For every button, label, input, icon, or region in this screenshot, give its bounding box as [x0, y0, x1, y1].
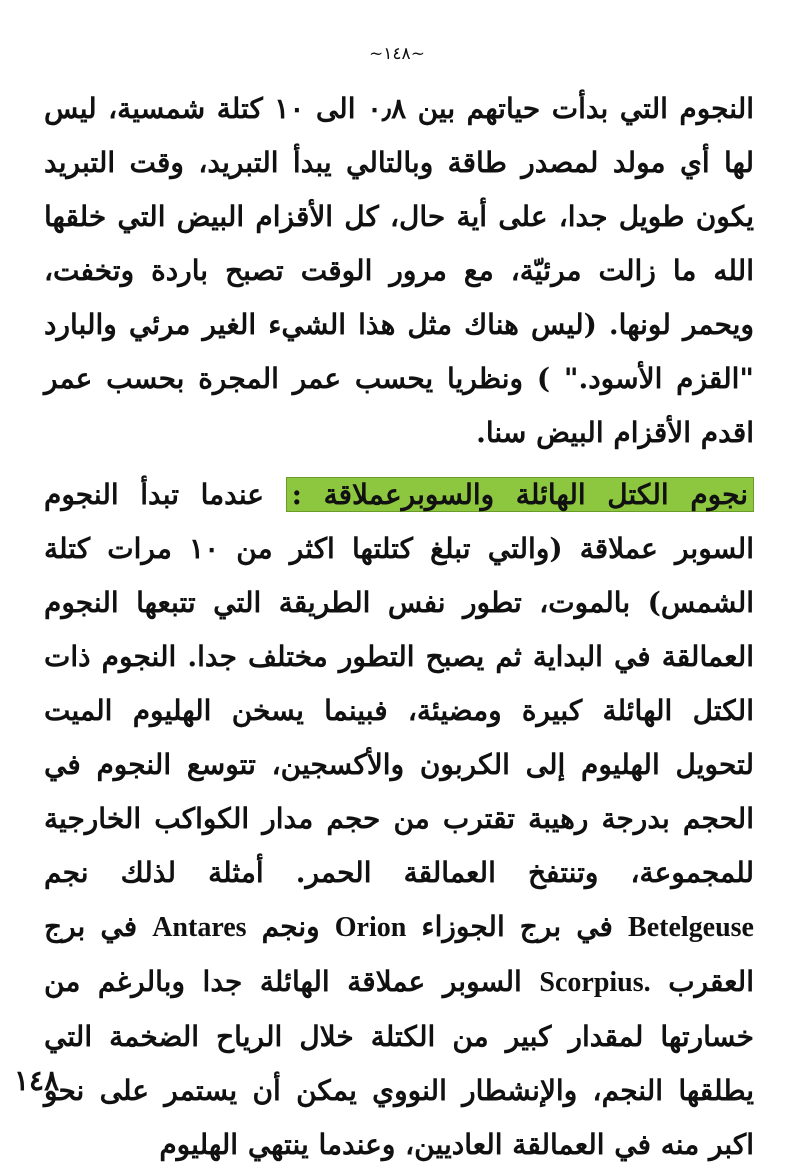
paragraph-text-part: ونجم: [246, 910, 335, 943]
body-text: [44, 82, 754, 1172]
paragraph-text-part: السوبر عملاقة الهائلة جدا وبالرغم من خسارتها لمقدار كبير من الكتلة خلال الرياح الضخمة التي يطلقها النجم، والإنشطار النووي يمكن أن يستمر على نحو اكبر منه في العمالقة العاديين، وعندما ينتهي الهليوم: [44, 965, 754, 1161]
constellation-name-scorpius: Scorpius.: [539, 967, 651, 998]
paragraph-white-dwarfs: النجوم التي بدأت حياتهم بين ٠٫٨ الى ١٠ كتلة شمسية، ليس لها أي مولد لمصدر طاقة وبالتالي يبدأ التبريد، وقت التبريد يكون طويل جدا، على أية حال، كل الأقزام البيض التي خلقها الله ما زالت مرئيّة، مع مرور الوقت تصبح باردة وتخفت، ويحمر لونها. (ليس هناك مثل هذا الشيء الغير مرئي والبارد "القزم الأسود." ) ونظريا يحسب عمر المجرة بحسب عمر اقدم الأقزام البيض سنا.: [44, 92, 755, 449]
paragraph-text-part: عندما تبدأ النجوم السوبر عملاقة (والتي تبلغ كتلتها اكثر من ١٠ مرات كتلة الشمس) بالموت، تطور نفس الطريقة التي تتبعها النجوم العمالقة في البداية ثم يصبح التطور مختلف جدا. النجوم ذات الكتل الهائلة كبيرة ومضيئة، فبينما يسخن الهليوم الميت لتحويل الهليوم إلى الكربون والأكسجين، تتوسع النجوم في الحجم بدرجة رهيبة تقترب من حجم مدار الكواكب الخارجية للمجموعة، وتنتفخ العمالقة الحمر. أمثلة لذلك نجم: [44, 478, 755, 889]
paragraph-supergiants: [44, 468, 754, 1172]
page-header-number: ~١٤٨~: [369, 44, 425, 64]
star-name-antares: Antares: [152, 912, 247, 943]
paragraph-text-part: في برج العقرب: [44, 910, 754, 998]
constellation-name-orion: Orion: [334, 912, 407, 943]
star-name-betelgeuse: Betelgeuse: [628, 912, 754, 943]
section-heading-highlight: نجوم الكتل الهائلة والسوبرعملاقة :: [286, 477, 754, 512]
page-footer-number: ١٤٨: [14, 1064, 60, 1097]
paragraph-text-part: في برج الجوزاء: [406, 910, 629, 943]
